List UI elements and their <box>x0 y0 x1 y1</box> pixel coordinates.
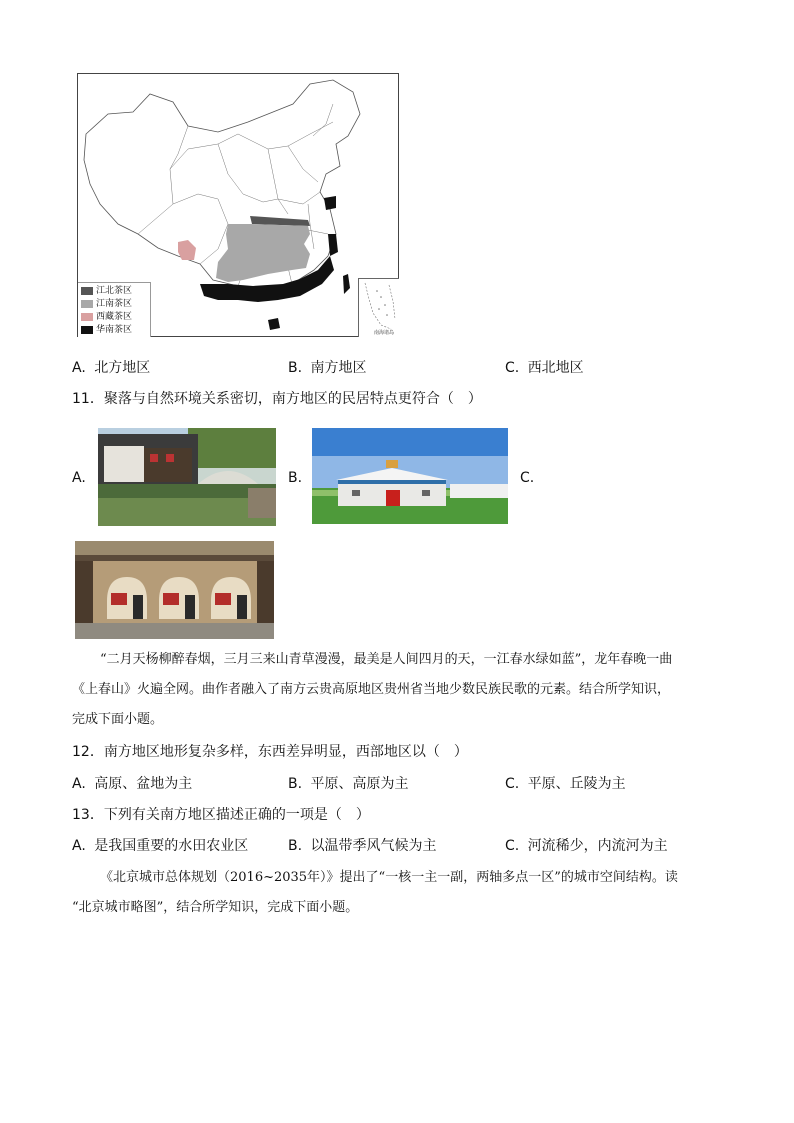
legend-swatch <box>81 326 93 334</box>
q11-label-a[interactable]: A. <box>72 470 86 486</box>
legend-swatch <box>81 313 93 321</box>
water-town-house-photo[interactable] <box>98 428 276 526</box>
q13-option-c[interactable] <box>505 836 668 856</box>
passage2-line2: “北京城市略图”，结合所学知识，完成下面小题。 <box>72 900 359 915</box>
option-letter: B. <box>288 838 303 854</box>
passage1-line3: 完成下面小题。 <box>72 712 164 727</box>
yurt-photo[interactable] <box>312 428 508 524</box>
legend-label: 江南茶区 <box>96 299 133 309</box>
option-letter: C. <box>505 360 520 376</box>
option-text: 河流稀少，内流河为主 <box>527 838 668 854</box>
option-text: 高原、盆地为主 <box>94 776 193 792</box>
option-letter: A. <box>72 776 86 792</box>
option-letter: A. <box>72 838 86 854</box>
inset-label: 南海诸岛 <box>374 330 395 336</box>
cave-dwelling-photo[interactable] <box>75 541 274 639</box>
option-letter: C. <box>505 838 520 854</box>
q13-option-b[interactable] <box>288 836 437 856</box>
q10-option-a[interactable] <box>72 358 150 378</box>
legend-swatch <box>81 300 93 308</box>
q12-stem: 12．南方地区地形复杂多样，东西差异明显，西部地区以（ ） <box>72 744 468 760</box>
option-letter: B. <box>288 360 303 376</box>
map-legend <box>78 282 151 337</box>
q12-option-c[interactable] <box>505 774 626 794</box>
q10-option-c[interactable] <box>505 358 584 378</box>
legend-label: 江北茶区 <box>96 286 133 296</box>
option-letter: B. <box>288 776 303 792</box>
q11-stem: 11．聚落与自然环境关系密切，南方地区的民居特点更符合（ ） <box>72 391 482 407</box>
passage1-line2: 《上春山》火遍全网。曲作者融入了南方云贵高原地区贵州省当地少数民族民歌的元素。结合所学知识， <box>72 682 671 697</box>
q10-option-b[interactable] <box>288 358 367 378</box>
option-letter: A. <box>72 360 86 376</box>
option-text: 南方地区 <box>310 360 367 376</box>
q11-label-b[interactable]: B. <box>288 470 303 486</box>
q12-option-b[interactable] <box>288 774 409 794</box>
q11-label-c[interactable]: C. <box>520 470 535 486</box>
passage2-line1: 《北京城市总体规划（2016~2035年）》提出了“一核一主一副，两轴多点一区”的城市空间结构。读 <box>100 870 678 885</box>
q13-stem: 13．下列有关南方地区描述正确的一项是（ ） <box>72 807 370 823</box>
option-text: 平原、高原为主 <box>310 776 409 792</box>
legend-label: 华南茶区 <box>96 325 133 335</box>
legend-item <box>81 298 132 310</box>
q12-option-a[interactable] <box>72 774 192 794</box>
option-text: 西北地区 <box>527 360 584 376</box>
legend-label: 西藏茶区 <box>96 312 133 322</box>
legend-item <box>81 324 132 336</box>
passage1-line1: “二月天杨柳醉春烟，三月三来山青草漫漫，最美是人间四月的天，一江春水绿如蓝”，龙年春晚一曲 <box>100 652 673 667</box>
legend-item <box>81 311 132 323</box>
legend-item <box>81 285 132 297</box>
option-letter: C. <box>505 776 520 792</box>
option-text: 以温带季风气候为主 <box>310 838 437 854</box>
option-text: 北方地区 <box>94 360 151 376</box>
option-text: 平原、丘陵为主 <box>527 776 626 792</box>
legend-swatch <box>81 287 93 295</box>
option-text: 是我国重要的水田农业区 <box>94 838 249 854</box>
q13-option-a[interactable] <box>72 836 248 856</box>
